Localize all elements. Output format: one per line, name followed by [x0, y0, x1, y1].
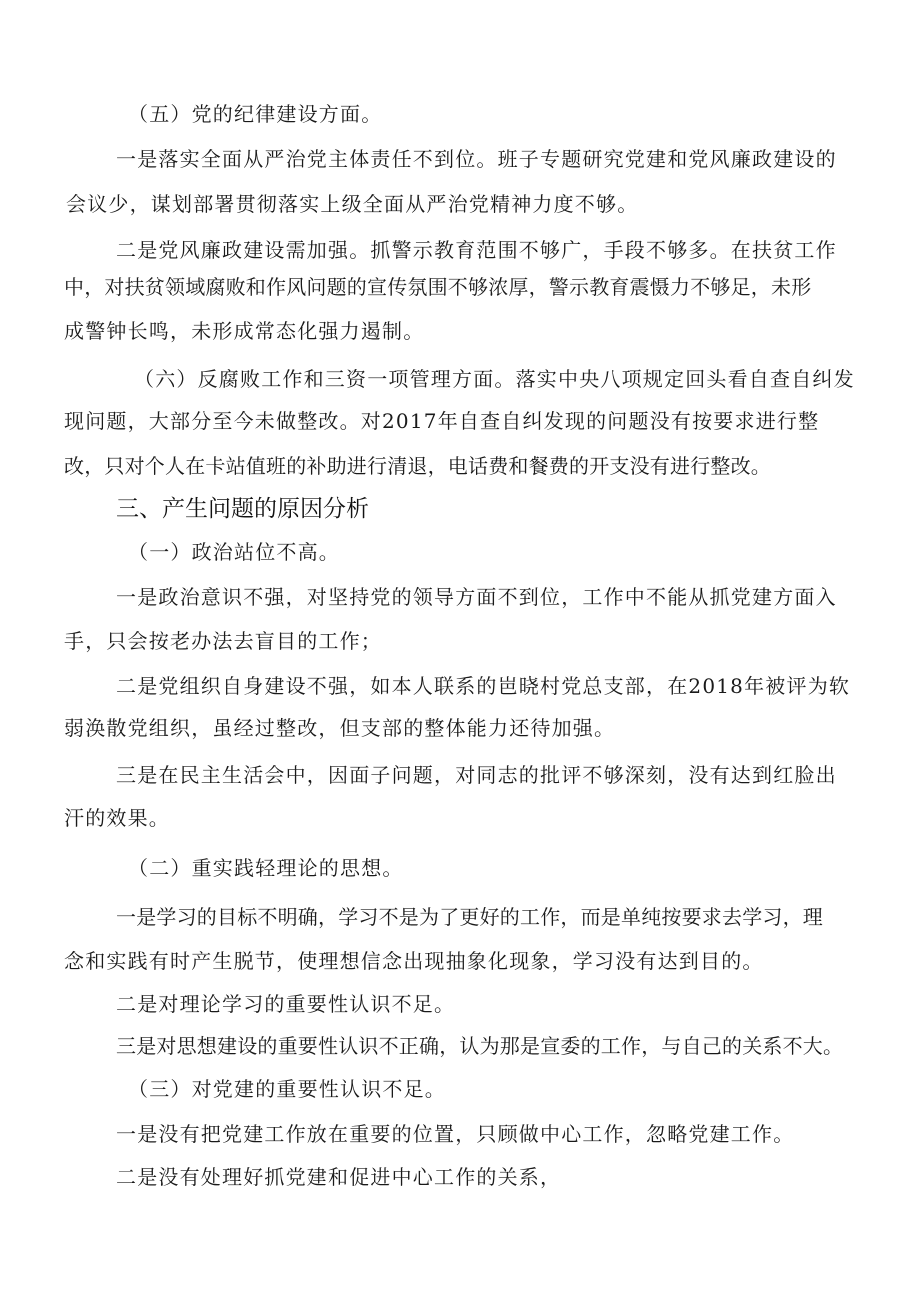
- paragraph-line: 汗的效果。: [64, 806, 170, 830]
- paragraph-line: 一是学习的目标不明确，学习不是为了更好的工作，而是单纯按要求去学习，理: [116, 905, 823, 929]
- paragraph-line: 成警钟长鸣，未形成常态化强力遏制。: [64, 319, 425, 343]
- paragraph-line: 现问题，大部分至今未做整改。对2017年自查自纠发现的问题没有按要求进行整: [64, 409, 820, 433]
- paragraph-line: 二是没有处理好抓党建和促进中心工作的关系，: [116, 1165, 562, 1189]
- paragraph-line: 三是对思想建设的重要性认识不正确，认为那是宣委的工作，与自己的关系不大。: [116, 1034, 844, 1058]
- subheading-6: （六）反腐败工作和三资一项管理方面。落实中央八项规定回头看自查自纠发: [134, 367, 855, 391]
- paragraph-line: 改，只对个人在卡站值班的补助进行清退，电话费和餐费的开支没有进行整改。: [64, 454, 771, 478]
- paragraph-line: 二是对理论学习的重要性认识不足。: [116, 992, 456, 1016]
- paragraph-line: 中，对扶贫领域腐败和作风问题的宣传氛围不够浓厚，警示教育震慑力不够足，未形: [64, 275, 812, 299]
- subheading-2: （二）重实践轻理论的思想。: [128, 856, 404, 880]
- subheading-1: （一）政治站位不高。: [128, 540, 340, 564]
- paragraph-line: 二是党组织自身建设不强，如本人联系的岜晓村党总支部，在2018年被评为软: [116, 674, 851, 698]
- subheading-5: （五）党的纪律建设方面。: [128, 102, 383, 126]
- paragraph-line: 三是在民主生活会中，因面子问题，对同志的批评不够深刻，没有达到红脸出: [116, 763, 837, 787]
- paragraph-line: 二是党风廉政建设需加强。抓警示教育范围不够广，手段不够多。在扶贫工作: [116, 238, 837, 262]
- paragraph-line: 会议少，谋划部署贯彻落实上级全面从严治党精神力度不够。: [66, 192, 639, 216]
- section-heading: 三、产生问题的原因分析: [116, 496, 369, 522]
- paragraph-line: 念和实践有时产生脱节，使理想信念出现抽象化现象，学习没有达到目的。: [64, 949, 764, 973]
- paragraph-line: 一是政治意识不强，对坚持党的领导方面不到位，工作中不能从抓党建方面入: [116, 585, 837, 609]
- paragraph-line: 一是落实全面从严治党主体责任不到位。班子专题研究党建和党风廉政建设的: [116, 147, 837, 171]
- paragraph-line: 一是没有把党建工作放在重要的位置，只顾做中心工作，忽略党建工作。: [116, 1122, 795, 1146]
- subheading-3: （三）对党建的重要性认识不足。: [128, 1077, 446, 1101]
- paragraph-line: 手，只会按老办法去盲目的工作；: [64, 629, 382, 653]
- paragraph-line: 弱涣散党组织，虽经过整改，但支部的整体能力还待加强。: [64, 716, 616, 740]
